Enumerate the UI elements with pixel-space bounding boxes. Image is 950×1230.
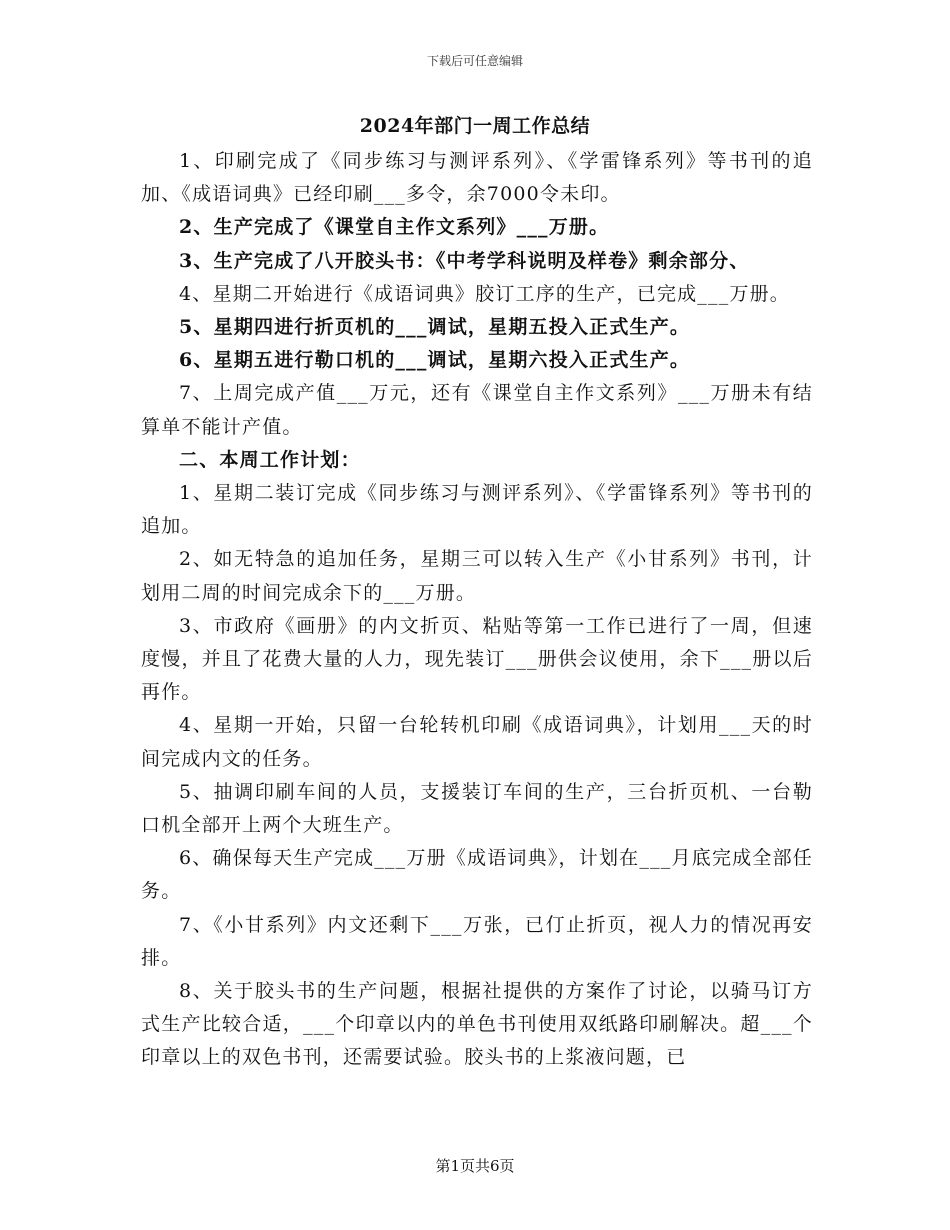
paragraph-7: 7、上周完成产值___万元，还有《课堂自主作文系列》___万册未有结算单不能计产值。 — [141, 382, 813, 438]
plan-item-7: 7、《小甘系列》内文还剩下___万张，已仃止折页，视人力的情况再安排。 — [141, 913, 813, 969]
document-title: 2024年部门一周工作总结 — [359, 115, 591, 137]
plan-item-4: 4、星期一开始，只留一台轮转机印刷《成语词典》，计划用___天的时间完成内文的任务。 — [141, 714, 813, 770]
paragraph-2: 2、生产完成了《课堂自主作文系列》___万册。 — [179, 216, 610, 239]
plan-item-6: 6、确保每天生产完成___万册《成语词典》，计划在___月底完成全部任务。 — [141, 847, 813, 903]
paragraph-6: 6、星期五进行勒口机的___调试，星期六投入正式生产。 — [179, 349, 691, 372]
paragraph-5: 5、星期四进行折页机的___调试，星期五投入正式生产。 — [179, 316, 691, 339]
paragraph-1: 1、印刷完成了《同步练习与测评系列》、《学雷锋系列》等书刊的追加、《成语词典》已经印刷___多令，余7000令未印。 — [141, 150, 813, 206]
page-footer: 第1页共6页 — [435, 1157, 515, 1175]
plan-item-5: 5、抽调印刷车间的人员，支援装订车间的生产，三台折页机、一台勒口机全部开上两个大班生产。 — [141, 780, 813, 837]
section-heading-plan: 二、本周工作计划： — [179, 448, 361, 471]
paragraph-3: 3、生产完成了八开胶头书：《中考学科说明及样卷》剩余部分、 — [179, 249, 750, 272]
plan-item-3: 3、市政府《画册》的内文折页、粘贴等第一工作已进行了一周，但速度慢，并且了花费大量的人力，现先装订___册供会议使用，余下___册以后再作。 — [141, 614, 813, 704]
paragraph-4: 4、星期二开始进行《成语词典》胶订工序的生产，已完成___万册。 — [179, 282, 790, 305]
plan-item-8: 8、关于胶头书的生产问题，根据社提供的方案作了讨论，以骑马订方式生产比较合适，___个印章以内的单色书刊使用双纸路印刷解决。超___个印章以上的双色书刊，还需要试验。胶头书的上浆液问题，已 — [141, 980, 813, 1069]
header-note: 下载后可任意编辑 — [426, 54, 523, 68]
plan-item-1: 1、星期二装订完成《同步练习与测评系列》、《学雷锋系列》等书刊的追加。 — [141, 482, 813, 538]
document-body — [141, 145, 813, 1075]
plan-item-2: 2、如无特急的追加任务，星期三可以转入生产《小甘系列》书刊，计划用二周的时间完成余下的___万册。 — [141, 548, 813, 604]
